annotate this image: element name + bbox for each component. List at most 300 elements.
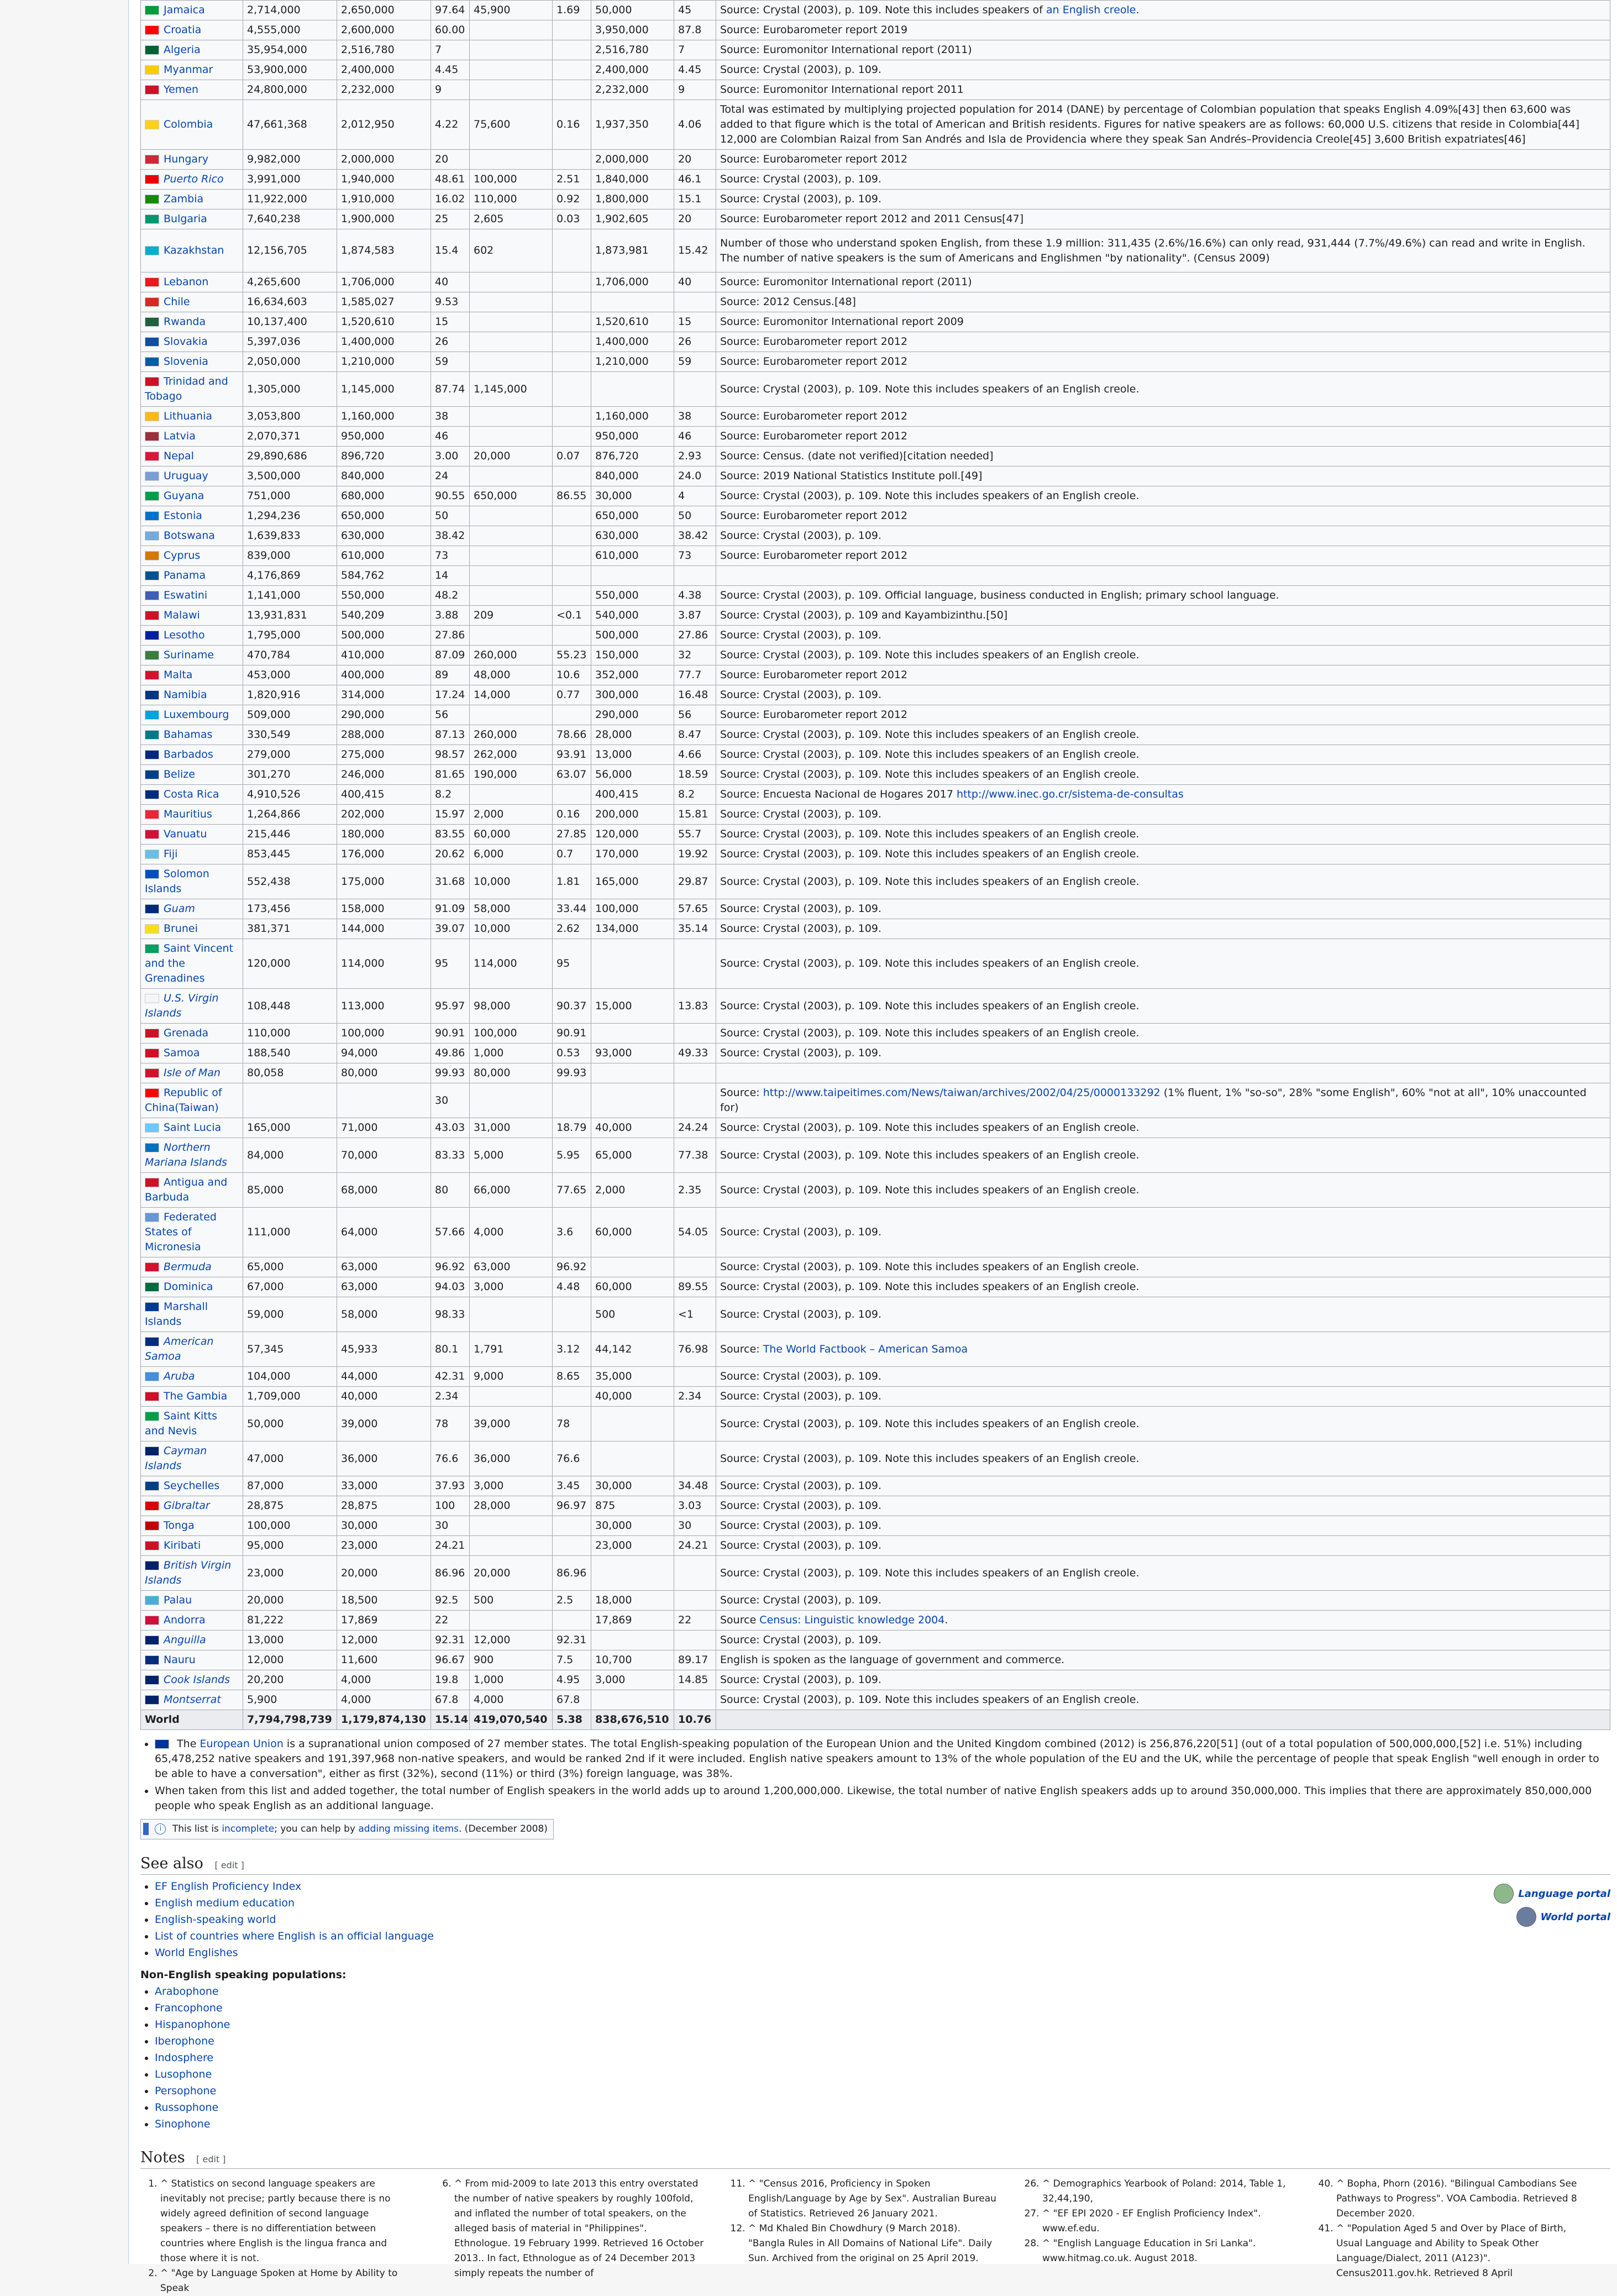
country-link-latvia[interactable]: Latvia — [164, 430, 196, 442]
country-link-slovenia[interactable]: Slovenia — [164, 355, 208, 368]
country-link-belize[interactable]: Belize — [164, 768, 195, 780]
native-pct-cell — [553, 20, 591, 40]
country-link-lithuania[interactable]: Lithuania — [164, 410, 213, 422]
additional-pct-cell: 24.0 — [674, 466, 716, 486]
country-cell — [141, 1556, 243, 1591]
country-link-barbados[interactable]: Barbados — [164, 748, 213, 761]
native-pct-cell: 18.79 — [553, 1118, 591, 1138]
country-cell — [141, 100, 243, 150]
speakers-cell: 840,000 — [337, 466, 431, 486]
country-link-nauru[interactable]: Nauru — [164, 1654, 196, 1666]
native-cell — [470, 20, 553, 40]
native-pct-cell: 0.16 — [553, 100, 591, 150]
country-link-saint-vincent-and-the-grenadines[interactable]: Saint Vincent and the Grenadines — [145, 942, 234, 984]
country-link-colombia[interactable]: Colombia — [164, 118, 213, 130]
country-link-cook-islands[interactable]: Cook Islands — [164, 1674, 230, 1686]
flag-icon — [145, 1392, 159, 1401]
country-link-nepal[interactable]: Nepal — [164, 450, 194, 462]
country-link-aruba[interactable]: Aruba — [164, 1370, 195, 1382]
additional-pct-cell — [674, 1690, 716, 1710]
country-cell — [141, 785, 243, 805]
see-also-edit-link[interactable]: [ edit ] — [214, 1860, 244, 1870]
eu-footnote: • The European Union is a supranational union composed of 27 member states. The total English-speaking population of the European Union and the United Kingdom combined (2012) is 256,876,220[51] (out of a total population of 500,000,000,[52] i.e. 51%) including 65,478,252 native speakers and 191,397,968 non-native speakers, and would be ranked 2nd if it were included. English native speakers amount to 13% of the whole population of the EU and the UK, while the percentage of people that speak English "well enough in order to be able to have a conversation", either as first (32%), second (11%) or third (3%) foreign language, was 38%. — [155, 1737, 1610, 1781]
speakers-cell: 4,000 — [337, 1670, 431, 1690]
additional-cell: 1,160,000 — [591, 407, 674, 427]
country-cell — [141, 506, 243, 526]
speakers-pct-cell: 20.62 — [431, 845, 470, 864]
country-link-eswatini[interactable]: Eswatini — [164, 589, 208, 601]
country-link-uruguay[interactable]: Uruguay — [164, 470, 208, 482]
native-pct-cell — [553, 1611, 591, 1631]
language-portal-link[interactable]: Language portal — [1494, 1884, 1610, 1904]
table-row — [141, 1083, 1610, 1118]
additional-cell — [591, 1063, 674, 1083]
population-link-arabophone[interactable]: Arabophone — [155, 1985, 219, 1998]
see-also-link-ef-english-proficiency-index[interactable]: EF English Proficiency Index — [155, 1880, 302, 1893]
speakers-pct-cell: 24.21 — [431, 1536, 470, 1556]
notes-text: Source: Crystal (2003), p. 109. Official language, business conducted in English; primary school language. — [720, 589, 1279, 601]
speakers-cell: 64,000 — [337, 1208, 431, 1257]
country-cell — [141, 725, 243, 745]
country-link-guyana[interactable]: Guyana — [164, 490, 204, 502]
speakers-cell: 1,210,000 — [337, 352, 431, 372]
population-cell: 80,058 — [243, 1063, 337, 1083]
native-cell — [470, 312, 553, 332]
additional-pct-cell: 2.34 — [674, 1387, 716, 1407]
see-also-link-english-medium-education[interactable]: English medium education — [155, 1897, 295, 1909]
native-cell: 260,000 — [470, 725, 553, 745]
notes-column — [1022, 2177, 1316, 2296]
country-link-grenada[interactable]: Grenada — [164, 1027, 209, 1039]
incomplete-link[interactable]: incomplete — [222, 1823, 275, 1834]
country-link-bahamas[interactable]: Bahamas — [164, 728, 213, 741]
additional-cell: 150,000 — [591, 646, 674, 665]
native-pct-cell: 78 — [553, 1407, 591, 1441]
notes-text: Source: Eurobarometer report 2012 — [720, 510, 908, 522]
country-link-algeria[interactable]: Algeria — [164, 44, 201, 56]
country-link-andorra[interactable]: Andorra — [164, 1614, 206, 1626]
speakers-cell: 44,000 — [337, 1367, 431, 1387]
notes-cell — [716, 705, 1610, 725]
table-row — [141, 1, 1610, 20]
table-row — [141, 1297, 1610, 1332]
notes-text: Source: Crystal (2003), p. 109. Note this includes speakers of — [720, 4, 1046, 16]
notes-text: Source: Crystal (2003), p. 109. Note this includes speakers of an English creole. — [720, 1566, 1140, 1579]
country-link-northern-mariana-islands[interactable]: Northern Mariana Islands — [145, 1141, 227, 1168]
population-cell: 470,784 — [243, 646, 337, 665]
table-row — [141, 1556, 1610, 1591]
total-speakers: 1,179,874,130 — [337, 1710, 431, 1730]
country-link-dominica[interactable]: Dominica — [164, 1281, 213, 1293]
native-cell: 63,000 — [470, 1257, 553, 1277]
notes-cell — [716, 292, 1610, 312]
country-link-kazakhstan[interactable]: Kazakhstan — [164, 244, 224, 256]
speakers-pct-cell: 38.42 — [431, 526, 470, 546]
population-cell: 5,900 — [243, 1690, 337, 1710]
table-row — [141, 190, 1610, 209]
additional-pct-cell: 45 — [674, 1, 716, 20]
see-also-heading: See also [ edit ] — [140, 1855, 1610, 1875]
population-cell: 381,371 — [243, 919, 337, 939]
speakers-pct-cell: 86.96 — [431, 1556, 470, 1591]
additional-cell: 876,720 — [591, 447, 674, 466]
additional-cell: 3,000 — [591, 1670, 674, 1690]
country-link-cayman-islands[interactable]: Cayman Islands — [145, 1445, 207, 1472]
flag-icon — [145, 1412, 159, 1421]
notes-list — [728, 2177, 999, 2266]
country-link-republic-of-china-taiwan[interactable]: Republic of China(Taiwan) — [145, 1087, 222, 1114]
country-link-vanuatu[interactable]: Vanuatu — [164, 828, 207, 840]
flag-icon — [145, 1143, 159, 1152]
country-link-croatia[interactable]: Croatia — [164, 24, 202, 36]
speakers-cell: 1,900,000 — [337, 209, 431, 229]
notes-list — [140, 2177, 411, 2296]
table-row — [141, 1208, 1610, 1257]
population-cell: 104,000 — [243, 1367, 337, 1387]
country-link-lesotho[interactable]: Lesotho — [164, 629, 205, 641]
additional-cell: 30,000 — [591, 486, 674, 506]
flag-icon — [145, 471, 159, 481]
country-cell — [141, 546, 243, 566]
country-cell — [141, 606, 243, 626]
native-pct-cell: 86.55 — [553, 486, 591, 506]
native-cell: 209 — [470, 606, 553, 626]
notes-columns — [140, 2177, 1610, 2296]
note-item: 12. ^ Md Khaled Bin Chowdhury (9 March 2018). "Bangla Rules in All Domains of National Life". Daily Sun. Archived from the original on 25 April 2019. — [748, 2221, 999, 2266]
country-link-trinidad-and-tobago[interactable]: Trinidad and Tobago — [145, 375, 228, 402]
note-item: 27. ^ "EF EPI 2020 - EF English Proficiency Index". www.ef.edu. — [1042, 2206, 1293, 2236]
population-cell: 59,000 — [243, 1297, 337, 1332]
population-link-indosphere[interactable]: Indosphere — [155, 2052, 214, 2064]
additional-cell: 1,520,610 — [591, 312, 674, 332]
notes-cell — [716, 1496, 1610, 1516]
population-cell: 1,264,866 — [243, 805, 337, 825]
speakers-pct-cell: 39.07 — [431, 919, 470, 939]
native-cell — [470, 60, 553, 80]
source-link[interactable]: The World Factbook – American Samoa — [763, 1343, 968, 1355]
country-link-montserrat[interactable]: Montserrat — [164, 1694, 221, 1706]
table-row — [141, 939, 1610, 989]
country-cell — [141, 447, 243, 466]
additional-cell: 65,000 — [591, 1138, 674, 1173]
speakers-cell: 950,000 — [337, 427, 431, 447]
additional-pct-cell — [674, 1083, 716, 1118]
notes-text: English is spoken as the language of government and commerce. — [720, 1654, 1065, 1666]
country-link-costa-rica[interactable]: Costa Rica — [164, 788, 219, 800]
note-item: 1. ^ Statistics on second language speakers are inevitably not precise; partly because there is no widely agreed definition of second language speakers – there is no differentiation between countries where English is the lingua franca and those where it is not. — [160, 2177, 411, 2266]
table-row — [141, 725, 1610, 745]
speakers-pct-cell: 92.31 — [431, 1631, 470, 1650]
additional-pct-cell — [674, 1631, 716, 1650]
population-cell: 53,900,000 — [243, 60, 337, 80]
notes-cell — [716, 372, 1610, 407]
country-link-slovakia[interactable]: Slovakia — [164, 336, 208, 348]
country-link-the-gambia[interactable]: The Gambia — [164, 1390, 228, 1402]
table-row — [141, 1024, 1610, 1044]
country-link-malawi[interactable]: Malawi — [164, 609, 200, 621]
source-link[interactable]: Census: Linguistic knowledge 2004 — [759, 1614, 945, 1626]
country-cell — [141, 1631, 243, 1650]
country-link-kiribati[interactable]: Kiribati — [164, 1539, 201, 1551]
notes-cell — [716, 170, 1610, 190]
flag-icon — [145, 1178, 159, 1187]
additional-cell — [591, 1631, 674, 1650]
country-link-gibraltar[interactable]: Gibraltar — [164, 1500, 210, 1512]
notes-cell — [716, 864, 1610, 899]
table-row — [141, 80, 1610, 100]
adding-missing-items-link[interactable]: adding missing items — [358, 1823, 459, 1834]
native-pct-cell — [553, 586, 591, 606]
country-link-hungary[interactable]: Hungary — [164, 153, 209, 165]
native-pct-cell: 0.7 — [553, 845, 591, 864]
country-cell — [141, 1044, 243, 1063]
country-link-lebanon[interactable]: Lebanon — [164, 276, 209, 288]
country-link-bulgaria[interactable]: Bulgaria — [164, 213, 207, 225]
flag-icon — [145, 1262, 159, 1272]
list-item — [155, 2083, 1610, 2099]
population-cell: 24,800,000 — [243, 80, 337, 100]
additional-pct-cell: 24.21 — [674, 1536, 716, 1556]
additional-cell: 23,000 — [591, 1536, 674, 1556]
notes-cell — [716, 1407, 1610, 1441]
country-link-jamaica[interactable]: Jamaica — [164, 4, 205, 16]
flag-icon — [145, 65, 159, 75]
additional-cell: 170,000 — [591, 845, 674, 864]
country-link-malta[interactable]: Malta — [164, 669, 193, 681]
country-link-antigua-and-barbuda[interactable]: Antigua and Barbuda — [145, 1176, 228, 1203]
native-cell: 190,000 — [470, 765, 553, 785]
flag-icon — [145, 246, 159, 255]
speakers-pct-cell: 4.22 — [431, 100, 470, 150]
native-cell: 100,000 — [470, 170, 553, 190]
population-cell: 47,661,368 — [243, 100, 337, 150]
see-also-link-world-englishes[interactable]: World Englishes — [155, 1947, 238, 1959]
country-link-rwanda[interactable]: Rwanda — [164, 316, 206, 328]
native-cell: 20,000 — [470, 447, 553, 466]
table-row — [141, 825, 1610, 845]
country-link-namibia[interactable]: Namibia — [164, 689, 207, 701]
country-link-marshall-islands[interactable]: Marshall Islands — [145, 1301, 208, 1328]
additional-cell: 13,000 — [591, 745, 674, 765]
native-pct-cell: 1.81 — [553, 864, 591, 899]
country-link-solomon-islands[interactable]: Solomon Islands — [145, 868, 209, 895]
country-cell — [141, 1441, 243, 1476]
list-item — [155, 1928, 1610, 1944]
notes-text: Source: Eurobarometer report 2019 — [720, 24, 908, 36]
country-link-mauritius[interactable]: Mauritius — [164, 808, 212, 820]
language-portal-icon — [1494, 1884, 1514, 1904]
country-link-seychelles[interactable]: Seychelles — [164, 1480, 220, 1492]
country-cell — [141, 60, 243, 80]
list-item — [155, 2099, 1610, 2116]
notes-edit-link[interactable]: [ edit ] — [196, 2154, 226, 2164]
country-link-isle-of-man[interactable]: Isle of Man — [164, 1067, 221, 1079]
native-cell — [470, 506, 553, 526]
speakers-pct-cell: 30 — [431, 1516, 470, 1536]
country-cell — [141, 805, 243, 825]
flag-icon — [145, 730, 159, 740]
notes-text: Source: Crystal (2003), p. 109. Note this includes speakers of an English creole. — [720, 649, 1140, 661]
native-pct-cell: 90.91 — [553, 1024, 591, 1044]
country-link-tonga[interactable]: Tonga — [164, 1519, 195, 1532]
country-cell — [141, 1367, 243, 1387]
country-link-puerto-rico[interactable]: Puerto Rico — [164, 173, 224, 185]
notes-text: Source: Eurobarometer report 2012 — [720, 669, 908, 681]
speakers-cell: 630,000 — [337, 526, 431, 546]
country-cell — [141, 1690, 243, 1710]
notes-cell — [716, 646, 1610, 665]
country-cell — [141, 1650, 243, 1670]
additional-pct-cell: 57.65 — [674, 899, 716, 919]
notes-text: Source: Crystal (2003), p. 109. — [720, 1500, 882, 1512]
speakers-cell: 180,000 — [337, 825, 431, 845]
country-link-palau[interactable]: Palau — [164, 1594, 192, 1606]
notes-text: Source: Crystal (2003), p. 109. — [720, 1634, 882, 1646]
population-cell: 3,991,000 — [243, 170, 337, 190]
country-cell — [141, 845, 243, 864]
additional-cell: 15,000 — [591, 989, 674, 1024]
population-cell: 7,640,238 — [243, 209, 337, 229]
country-link-fiji[interactable]: Fiji — [164, 848, 178, 860]
speakers-pct-cell: 59 — [431, 352, 470, 372]
country-link-suriname[interactable]: Suriname — [164, 649, 214, 661]
country-link-zambia[interactable]: Zambia — [164, 193, 204, 205]
see-also-link-list-of-countries-where-english-is-an-official-language[interactable]: List of countries where English is an official language — [155, 1930, 434, 1942]
country-link-guam[interactable]: Guam — [164, 903, 195, 915]
speakers-cell: 246,000 — [337, 765, 431, 785]
additional-cell: 10,700 — [591, 1650, 674, 1670]
country-link-luxembourg[interactable]: Luxembourg — [164, 709, 229, 721]
additional-cell: 18,000 — [591, 1591, 674, 1611]
country-link-panama[interactable]: Panama — [164, 569, 206, 581]
notes-text: Source: Eurobarometer report 2012 — [720, 709, 908, 721]
population-link-iberophone[interactable]: Iberophone — [155, 2035, 214, 2047]
country-link-saint-lucia[interactable]: Saint Lucia — [164, 1121, 222, 1134]
country-link-samoa[interactable]: Samoa — [164, 1047, 200, 1059]
speakers-pct-cell: 90.55 — [431, 486, 470, 506]
speakers-pct-cell: 81.65 — [431, 765, 470, 785]
country-link-cyprus[interactable]: Cyprus — [164, 549, 201, 562]
country-cell — [141, 229, 243, 272]
country-link-chile[interactable]: Chile — [164, 296, 190, 308]
population-cell: 3,500,000 — [243, 466, 337, 486]
speakers-cell: 410,000 — [337, 646, 431, 665]
population-cell: 57,345 — [243, 1332, 337, 1367]
country-cell — [141, 626, 243, 646]
see-also-link-english-speaking-world[interactable]: English-speaking world — [155, 1914, 276, 1926]
notes-column — [1316, 2177, 1610, 2296]
population-cell: 4,910,526 — [243, 785, 337, 805]
population-link-hispanophone[interactable]: Hispanophone — [155, 2019, 230, 2031]
notes-text: Source: Eurobarometer report 2012 — [720, 355, 908, 368]
additional-pct-cell: 50 — [674, 506, 716, 526]
table-row — [141, 586, 1610, 606]
table-row — [141, 506, 1610, 526]
native-pct-cell: 4.95 — [553, 1670, 591, 1690]
population-link-francophone[interactable]: Francophone — [155, 2002, 223, 2014]
population-link-sinophone[interactable]: Sinophone — [155, 2118, 211, 2130]
notes-cell — [716, 989, 1610, 1024]
country-link-bermuda[interactable]: Bermuda — [164, 1261, 212, 1273]
native-cell: 98,000 — [470, 989, 553, 1024]
population-link-lusophone[interactable]: Lusophone — [155, 2068, 212, 2080]
flag-icon — [145, 1302, 159, 1312]
notes-column — [728, 2177, 1022, 2296]
speakers-cell: 113,000 — [337, 989, 431, 1024]
country-link-brunei[interactable]: Brunei — [164, 922, 198, 935]
notes-text: Source: Crystal (2003), p. 109. — [720, 1674, 882, 1686]
population-cell: 215,446 — [243, 825, 337, 845]
source-link[interactable]: http://www.inec.go.cr/sistema-de-consultas — [956, 788, 1184, 800]
country-link-anguilla[interactable]: Anguilla — [164, 1634, 206, 1646]
country-link-american-samoa[interactable]: American Samoa — [145, 1335, 214, 1362]
table-row — [141, 170, 1610, 190]
native-cell — [470, 1611, 553, 1631]
country-cell — [141, 1611, 243, 1631]
native-cell — [470, 40, 553, 60]
table-row — [141, 447, 1610, 466]
speakers-pct-cell: 83.55 — [431, 825, 470, 845]
additional-pct-cell: 32 — [674, 646, 716, 665]
country-link-u-s-virgin-islands[interactable]: U.S. Virgin Islands — [145, 992, 219, 1019]
native-pct-cell — [553, 229, 591, 272]
population-cell: 4,555,000 — [243, 20, 337, 40]
country-cell — [141, 427, 243, 447]
additional-pct-cell: 22 — [674, 1611, 716, 1631]
native-cell: 12,000 — [470, 1631, 553, 1650]
native-cell: 75,600 — [470, 100, 553, 150]
world-portal-link[interactable]: World portal — [1516, 1907, 1610, 1927]
country-link-saint-kitts-and-nevis[interactable]: Saint Kitts and Nevis — [145, 1410, 218, 1437]
notes-text: Source: Crystal (2003), p. 109. — [720, 1308, 882, 1320]
speakers-pct-cell: 40 — [431, 272, 470, 292]
eu-link[interactable]: European Union — [200, 1738, 284, 1750]
native-pct-cell: 27.85 — [553, 825, 591, 845]
country-cell — [141, 407, 243, 427]
flag-icon — [145, 690, 159, 700]
flag-icon — [145, 1596, 159, 1605]
country-link-british-virgin-islands[interactable]: British Virgin Islands — [145, 1559, 232, 1586]
source-link[interactable]: an English creole — [1046, 4, 1136, 16]
notes-cell — [716, 1297, 1610, 1332]
notes-cell — [716, 1277, 1610, 1297]
table-row — [141, 1476, 1610, 1496]
native-cell: 28,000 — [470, 1496, 553, 1516]
country-link-estonia[interactable]: Estonia — [164, 510, 202, 522]
speakers-pct-cell: 50 — [431, 506, 470, 526]
country-link-botswana[interactable]: Botswana — [164, 530, 215, 542]
note-item: 11. ^ "Census 2016, Proficiency in Spoken English/Language by Age by Sex". Australian Bureau of Statistics. Retrieved 26 January 2021. — [748, 2177, 999, 2221]
native-pct-cell — [553, 1387, 591, 1407]
source-link[interactable]: http://www.taipeitimes.com/News/taiwan/archives/2002/04/25/0000133292 — [763, 1087, 1161, 1099]
speakers-cell: 63,000 — [337, 1257, 431, 1277]
native-cell — [470, 526, 553, 546]
flag-icon — [145, 1049, 159, 1058]
country-link-myanmar[interactable]: Myanmar — [164, 64, 213, 76]
table-row — [141, 899, 1610, 919]
flag-icon — [145, 830, 159, 839]
notes-text: Source: Eurobarometer report 2012 — [720, 430, 908, 442]
additional-cell: 1,937,350 — [591, 100, 674, 150]
country-link-yemen[interactable]: Yemen — [164, 83, 199, 96]
speakers-pct-cell: 30 — [431, 1083, 470, 1118]
population-link-persophone[interactable]: Persophone — [155, 2085, 217, 2097]
population-link-russophone[interactable]: Russophone — [155, 2101, 219, 2114]
speakers-pct-cell: 15 — [431, 312, 470, 332]
population-cell: 10,137,400 — [243, 312, 337, 332]
native-pct-cell: 77.65 — [553, 1173, 591, 1208]
country-link-federated-states-of-micronesia[interactable]: Federated States of Micronesia — [145, 1211, 217, 1253]
